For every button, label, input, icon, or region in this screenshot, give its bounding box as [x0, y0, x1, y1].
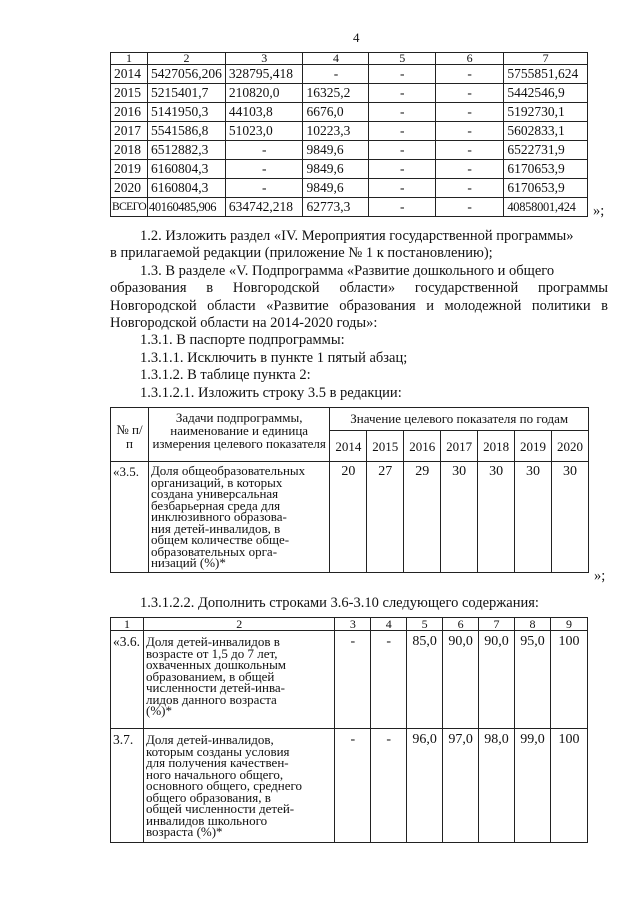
- table-cell: 44103,8: [225, 103, 303, 122]
- year-header: 2014: [330, 431, 367, 462]
- description-line: численности детей-инва-: [145, 680, 286, 695]
- header-cell: 7: [504, 53, 588, 65]
- table-row: [111, 103, 588, 122]
- value-cell: 20: [330, 462, 367, 573]
- table-row: [111, 179, 588, 198]
- header-cell: 3: [225, 53, 303, 65]
- value-cell: 95,0: [515, 631, 551, 729]
- value-cell: -: [335, 631, 371, 729]
- description-line: лидов данного возраста: [145, 691, 277, 707]
- header-cell: 2: [143, 618, 334, 631]
- header-cell: 9: [550, 618, 587, 631]
- row-number: «3.5.: [111, 462, 149, 573]
- table-cell: 328795,418: [225, 65, 303, 84]
- value-cell: 30: [441, 462, 478, 573]
- table-cell: 6160804,3: [148, 179, 226, 198]
- description-line: Доля детей-инвалидов,: [145, 732, 274, 747]
- paragraph-1-3-cont: Новгородской области на 2014-2020 годы»:: [110, 315, 378, 331]
- table-cell: 5427056,206: [148, 65, 226, 84]
- year-header: 2018: [478, 431, 515, 462]
- indicator-description: [148, 462, 329, 573]
- table-cell: 5192730,1: [504, 103, 588, 122]
- table-cell: 6170653,9: [504, 179, 588, 198]
- table-cell: -: [369, 65, 435, 84]
- table-row: [111, 462, 589, 573]
- value-cell: 98,0: [479, 729, 515, 843]
- description-line: общего образования, в: [145, 789, 271, 805]
- table-header-row: [111, 53, 588, 65]
- table-cell: 5541586,8: [148, 122, 226, 141]
- year-header: 2015: [367, 431, 404, 462]
- value-cell: 99,0: [515, 729, 551, 843]
- table-cell: 9849,6: [303, 179, 369, 198]
- paragraph-1-3-cont: образования в Новгородской области» государственной программы: [110, 280, 608, 296]
- table-cell: 5215401,7: [148, 84, 226, 103]
- paragraph-1-2: 1.2. Изложить раздел «IV. Мероприятия государственной программы»: [140, 228, 574, 244]
- paragraph-1-3: [140, 263, 608, 280]
- indicator-description: [143, 631, 334, 729]
- header-group: Значение целевого показателя по годам: [330, 408, 589, 431]
- row-number: 3.7.: [111, 729, 144, 843]
- table-cell: -: [435, 65, 503, 84]
- table-cell: 40858001,424: [504, 198, 588, 217]
- table-cell: 5755851,624: [504, 65, 588, 84]
- table-row: [111, 122, 588, 141]
- value-cell: 29: [404, 462, 441, 573]
- paragraph-1-2-cont: в прилагаемой редакции (приложение № 1 к постановлению);: [110, 245, 493, 261]
- header-text: № п/п: [116, 421, 143, 451]
- description-line: инвалидов школьного: [145, 812, 268, 828]
- table-cell: 16325,2: [303, 84, 369, 103]
- description-line: образовательных орга-: [150, 543, 278, 559]
- year-header: 2016: [404, 431, 441, 462]
- table-cell: 5442546,9: [504, 84, 588, 103]
- table-cell: 5141950,3: [148, 103, 226, 122]
- funding-table: [110, 52, 588, 217]
- paragraph-line: 1.3. В разделе «V. Подпрограмма «Развитие дошкольного и общего: [140, 263, 555, 279]
- table-cell: 40160485,906: [148, 198, 226, 217]
- table-row: [111, 198, 588, 217]
- value-cell: 100: [550, 729, 587, 843]
- table-cell: -: [369, 179, 435, 198]
- year-header: 2017: [441, 431, 478, 462]
- value-cell: -: [335, 729, 371, 843]
- description-line: организаций, в которых: [150, 474, 283, 490]
- description-line: (%)*: [145, 703, 172, 718]
- description-line: для получения качествен-: [145, 755, 289, 770]
- table-cell: -: [435, 198, 503, 217]
- header-number: [111, 408, 149, 462]
- table-cell: 62773,3: [303, 198, 369, 217]
- table-row: [111, 729, 588, 843]
- description-line: создана универсальная: [150, 486, 279, 501]
- header-cell: 5: [369, 53, 435, 65]
- table-cell: 6170653,9: [504, 160, 588, 179]
- value-cell: -: [371, 631, 407, 729]
- paragraph-1-3-1-2-1: 1.3.1.2.1. Изложить строку 3.5 в редакции:: [140, 385, 402, 401]
- row-number: «3.6.: [111, 631, 144, 729]
- value-cell: 97,0: [443, 729, 479, 843]
- paragraph-1-3-1-2-2: 1.3.1.2.2. Дополнить строками 3.6-3.10 следующего содержания:: [140, 595, 539, 611]
- year-cell: 2015: [111, 84, 148, 103]
- table-cell: -: [225, 179, 303, 198]
- table-row: [111, 141, 588, 160]
- description-line: которым созданы условия: [145, 743, 290, 759]
- description-line: безбарьерная среда для: [150, 497, 281, 513]
- header-cell: 1: [111, 618, 144, 631]
- target-indicator-table: [110, 407, 589, 573]
- table-cell: -: [225, 160, 303, 179]
- header-cell: 2: [148, 53, 226, 65]
- table-cell: 9849,6: [303, 160, 369, 179]
- table-cell: -: [303, 65, 369, 84]
- year-header: 2019: [515, 431, 552, 462]
- table-row: [111, 631, 588, 729]
- value-cell: 90,0: [479, 631, 515, 729]
- header-cell: 6: [443, 618, 479, 631]
- paragraph-1-3-1-2: 1.3.1.2. В таблице пункта 2:: [140, 367, 311, 383]
- table-cell: 9849,6: [303, 141, 369, 160]
- table-cell: -: [435, 141, 503, 160]
- header-cell: 8: [515, 618, 551, 631]
- year-cell: 2016: [111, 103, 148, 122]
- table-row: [111, 65, 588, 84]
- table-cell: 10223,3: [303, 122, 369, 141]
- table-row: [111, 84, 588, 103]
- header-cell: 3: [335, 618, 371, 631]
- table-cell: 6512882,3: [148, 141, 226, 160]
- table-cell: -: [369, 84, 435, 103]
- description-line: возраста (%)*: [145, 824, 223, 839]
- page-number: 4: [353, 30, 360, 45]
- description-line: Доля общеобразовательных: [150, 463, 306, 478]
- table-cell: 5602833,1: [504, 122, 588, 141]
- description-line: ного начального общего,: [145, 766, 284, 782]
- description-line: ния детей-инвалидов, в: [150, 520, 281, 536]
- value-cell: 85,0: [407, 631, 443, 729]
- year-cell: 2017: [111, 122, 148, 141]
- description-line: основного общего, среднего: [145, 778, 303, 793]
- year-cell: 2014: [111, 65, 148, 84]
- table-cell: -: [435, 122, 503, 141]
- description-line: охваченных дошкольным: [145, 657, 287, 672]
- paragraph-1-3-1-1: 1.3.1.1. Исключить в пункте 1 пятый абзац;: [140, 350, 408, 366]
- description-line: Доля детей-инвалидов в: [145, 634, 280, 649]
- paragraph-1-3-1: 1.3.1. В паспорте подпрограммы:: [140, 332, 345, 348]
- value-cell: 27: [367, 462, 404, 573]
- table-cell: 210820,0: [225, 84, 303, 103]
- additional-rows-table: [110, 617, 588, 843]
- value-cell: 30: [478, 462, 515, 573]
- paragraph-1-3-cont: Новгородской области «Развитие образования и молодежной политики в: [110, 298, 608, 314]
- indicator-description: [143, 729, 334, 843]
- year-cell: ВСЕГО: [111, 198, 148, 217]
- table-close-quote: »;: [594, 568, 606, 584]
- table-cell: 634742,218: [225, 198, 303, 217]
- year-cell: 2018: [111, 141, 148, 160]
- table-cell: -: [435, 84, 503, 103]
- header-cell: 6: [435, 53, 503, 65]
- table-cell: -: [435, 179, 503, 198]
- description-line: общей численности детей-: [145, 801, 295, 816]
- year-header: 2020: [552, 431, 589, 462]
- value-cell: 100: [550, 631, 587, 729]
- description-line: инклюзивного образова-: [150, 509, 287, 524]
- year-cell: 2020: [111, 179, 148, 198]
- table-row: [111, 160, 588, 179]
- header-task: Задачи подпрограммы, наименование и единица измерения целевого показателя: [148, 408, 329, 462]
- value-cell: 90,0: [443, 631, 479, 729]
- value-cell: 96,0: [407, 729, 443, 843]
- year-cell: 2019: [111, 160, 148, 179]
- header-cell: 1: [111, 53, 148, 65]
- table-cell: -: [435, 103, 503, 122]
- description-line: низаций (%)*: [150, 555, 226, 570]
- value-cell: -: [371, 729, 407, 843]
- description-line: образованием, в общей: [145, 668, 275, 684]
- header-cell: 7: [479, 618, 515, 631]
- description-line: возрасте от 1,5 до 7 лет,: [145, 645, 278, 661]
- value-cell: 30: [515, 462, 552, 573]
- table-cell: 6522731,9: [504, 141, 588, 160]
- table-cell: -: [369, 160, 435, 179]
- description-line: общем количестве обще-: [150, 532, 290, 547]
- value-cell: 30: [552, 462, 589, 573]
- table-cell: -: [369, 103, 435, 122]
- table-cell: 51023,0: [225, 122, 303, 141]
- table-cell: -: [369, 198, 435, 217]
- header-cell: 5: [407, 618, 443, 631]
- table-header-row: [111, 618, 588, 631]
- header-cell: 4: [303, 53, 369, 65]
- table-close-quote: »;: [593, 203, 605, 219]
- table-header-row: [111, 408, 589, 431]
- table-cell: 6160804,3: [148, 160, 226, 179]
- table-cell: -: [369, 141, 435, 160]
- header-cell: 4: [371, 618, 407, 631]
- table-cell: -: [225, 141, 303, 160]
- table-cell: -: [435, 160, 503, 179]
- table-cell: 6676,0: [303, 103, 369, 122]
- table-cell: -: [369, 122, 435, 141]
